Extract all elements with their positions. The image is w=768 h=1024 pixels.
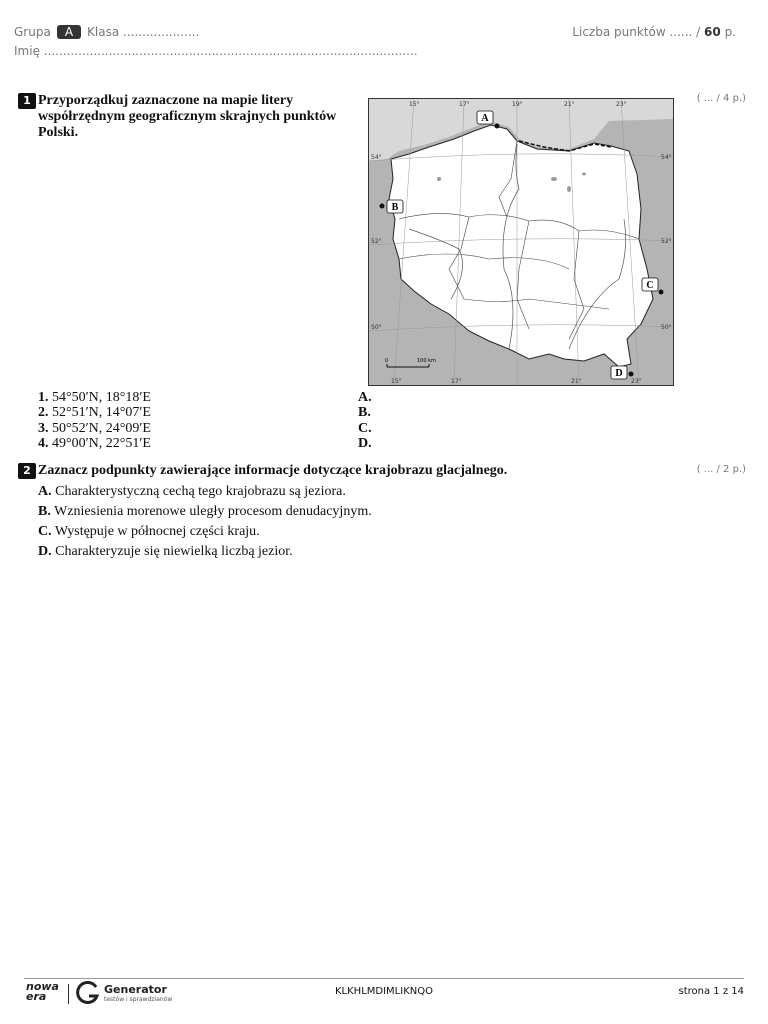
coord-item-3	[38, 421, 151, 437]
class-label: Klasa ....................	[87, 25, 200, 39]
scale-end: 100 km	[417, 358, 436, 364]
answer-slot-c[interactable]	[358, 421, 372, 437]
lon-top-21: 21°	[564, 101, 575, 108]
question-2-number: 2	[18, 463, 36, 479]
question-2-points: ( ... / 2 p.)	[696, 464, 746, 475]
coord-item-2-num: 2.	[38, 405, 49, 420]
answer-slot-b[interactable]	[358, 405, 371, 421]
lon-top-23: 23°	[616, 101, 627, 108]
option-d-text: Charakteryzuje się niewielką liczbą jezior.	[55, 544, 293, 559]
coord-item-4-num: 4.	[38, 436, 49, 451]
option-c-text: Występuje w północnej części kraju.	[54, 524, 260, 539]
answer-c-label: C.	[358, 421, 372, 436]
answer-slot-d[interactable]	[358, 436, 372, 452]
coord-item-1	[38, 390, 151, 406]
lon-top-17: 17°	[459, 101, 470, 108]
label-b: B	[391, 202, 399, 213]
lat-left-50: 50°	[371, 324, 382, 331]
footer-divider	[24, 978, 744, 979]
option-a[interactable]	[38, 484, 346, 500]
point-a-dot	[495, 124, 500, 129]
name-field[interactable]: Imię ..................................................................................................	[14, 44, 418, 58]
option-b[interactable]	[38, 504, 372, 520]
points-label: Liczba punktów ...... /	[572, 25, 701, 39]
answer-b-label: B.	[358, 405, 371, 420]
coord-item-3-text: 50°52′N, 24°09′E	[52, 421, 151, 436]
question-1-line-3: Polski.	[38, 125, 79, 140]
coord-item-3-num: 3.	[38, 421, 49, 436]
lat-right-52: 52°	[661, 238, 672, 245]
option-b-text: Wzniesienia morenowe uległy procesom denudacyjnym.	[54, 504, 372, 519]
label-d: D	[615, 368, 623, 379]
coord-item-4	[38, 436, 151, 452]
label-c: C	[646, 280, 654, 291]
option-b-letter: B.	[38, 504, 51, 519]
page-number: strona 1 z 14	[678, 986, 744, 997]
question-1-text	[38, 93, 336, 141]
lon-bottom-21: 21°	[571, 378, 582, 385]
coord-item-1-num: 1.	[38, 390, 49, 405]
generator-title: Generator	[104, 983, 167, 996]
answer-slot-a[interactable]	[358, 390, 372, 406]
map-svg	[369, 99, 673, 385]
points-unit: p.	[724, 25, 736, 39]
question-1-points: ( ... / 4 p.)	[696, 93, 746, 104]
lon-top-19: 19°	[512, 101, 523, 108]
lon-bottom-23: 23°	[631, 378, 642, 385]
option-a-letter: A.	[38, 484, 52, 499]
brand-line-2: era	[26, 990, 47, 1003]
header-group	[14, 25, 199, 39]
points-total	[572, 25, 736, 39]
question-2-text: Zaznacz podpunkty zawierające informacje dotyczące krajobrazu glacjalnego.	[38, 463, 508, 478]
question-1-number: 1	[18, 93, 36, 109]
point-b-dot	[380, 204, 385, 209]
option-c-letter: C.	[38, 524, 52, 539]
group-label: Grupa	[14, 25, 51, 39]
label-a: A	[481, 113, 489, 124]
lon-bottom-17: 17°	[451, 378, 462, 385]
lat-right-54: 54°	[661, 154, 672, 161]
question-1-line-1: Przyporządkuj zaznaczone na mapie litery	[38, 93, 294, 108]
coord-item-2-text: 52°51′N, 14°07′E	[52, 405, 151, 420]
lat-left-54: 54°	[371, 154, 382, 161]
document-code: KLKHLMDIMLIKNQO	[335, 986, 433, 997]
lon-bottom-15: 15°	[391, 378, 402, 385]
lon-top-15: 15°	[409, 101, 420, 108]
coord-item-2	[38, 405, 151, 421]
option-c[interactable]	[38, 524, 260, 540]
question-1-line-2: współrzędnym geograficznym skrajnych punktów	[38, 109, 337, 124]
generator-subtitle: testów i sprawdzianów	[104, 996, 173, 1003]
scale-start: 0	[385, 358, 389, 364]
option-a-text: Charakterystyczną cechą tego krajobrazu są jeziora.	[55, 484, 346, 499]
coord-item-4-text: 49°00′N, 22°51′E	[52, 436, 151, 451]
option-d[interactable]	[38, 544, 293, 560]
answer-a-label: A.	[358, 390, 372, 405]
point-c-dot	[659, 290, 664, 295]
poland-map	[368, 98, 674, 386]
answer-d-label: D.	[358, 436, 372, 451]
group-badge: A	[57, 25, 81, 39]
option-d-letter: D.	[38, 544, 52, 559]
points-max: 60	[704, 25, 721, 39]
brand-line-1: nowa	[26, 980, 59, 993]
lat-right-50: 50°	[661, 324, 672, 331]
lat-left-52: 52°	[371, 238, 382, 245]
coord-item-1-text: 54°50′N, 18°18′E	[52, 390, 151, 405]
point-d-dot	[629, 372, 634, 377]
